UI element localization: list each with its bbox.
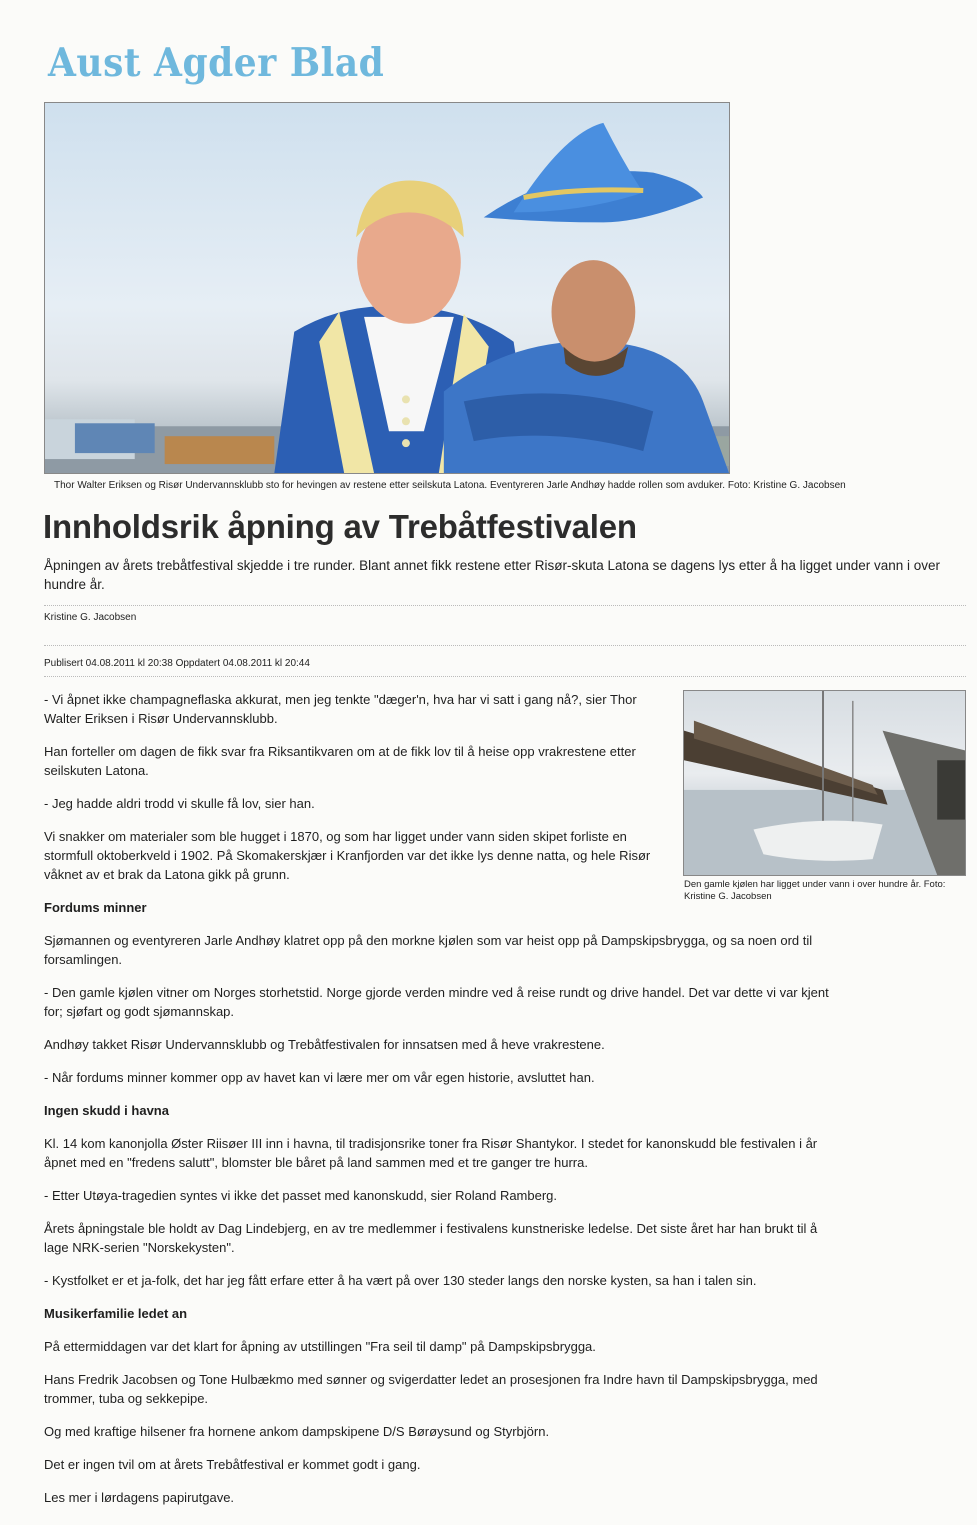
article-headline: Innholdsrik åpning av Trebåtfestivalen (43, 508, 637, 545)
hero-photo (44, 102, 730, 474)
side-photo-illustration (684, 691, 965, 875)
paragraph: Sjømannen og eventyreren Jarle Andhøy klatret opp på den morkne kjølen som var heist opp på Dampskipsbrygga, og sa noen ord til forsamlingen. (44, 933, 813, 967)
masthead-logo: Aust Agder Blad (48, 39, 385, 87)
paragraph: - Kystfolket er et ja-folk, det har jeg fått erfare etter å ha vært på over 130 steder langs den norske kysten, sa han i talen sin. (44, 1273, 757, 1288)
divider (44, 676, 966, 677)
article-published-date: Publisert 04.08.2011 kl 20:38 Oppdatert 04.08.2011 kl 20:44 (44, 658, 310, 669)
hero-photo-illustration (45, 103, 729, 473)
paragraph: Det er ingen tvil om at årets Trebåtfestival er kommet godt i gang. (44, 1457, 421, 1472)
divider (44, 605, 966, 606)
paragraph: Les mer i lørdagens papirutgave. (44, 1490, 235, 1505)
article-byline: Kristine G. Jacobsen (44, 612, 137, 623)
paragraph: Vi snakker om materialer som ble hugget i 1870, og som har ligget under vann siden skipet forliste en stormfull oktoberkveld i 1902. På Skomakerskjær i Kranfjorden var det ikke lys denne natta, og hele Risør våknet av et brak da Latona gikk på grunn. (44, 829, 651, 882)
paragraph: Og med kraftige hilsener fra hornene ankom dampskipene D/S Børøysund og Styrbjörn. (44, 1424, 550, 1439)
article-body (44, 898, 844, 1521)
side-photo (683, 690, 966, 876)
subheading: Fordums minner (44, 900, 147, 915)
paragraph: - Etter Utøya-tragedien syntes vi ikke det passet med kanonskudd, sier Roland Ramberg. (44, 1188, 558, 1203)
paragraph: - Jeg hadde aldri trodd vi skulle få lov, sier han. (44, 796, 315, 811)
paragraph: Årets åpningstale ble holdt av Dag Lindebjerg, en av tre medlemmer i festivalens kunstneriske ledelse. Det siste året har han brukt til å lage NRK-serien "Norskekysten". (44, 1221, 818, 1255)
divider (44, 645, 966, 646)
paragraph: Han forteller om dagen de fikk svar fra Riksantikvaren om at de fikk lov til å heise opp vrakrestene etter seilskuten Latona. (44, 744, 636, 778)
subheading: Musikerfamilie ledet an (44, 1306, 188, 1321)
paragraph: - Når fordums minner kommer opp av havet kan vi lære mer om vår egen historie, avsluttet han. (44, 1070, 595, 1085)
article-body-top (44, 690, 674, 898)
paragraph: - Den gamle kjølen vitner om Norges storhetstid. Norge gjorde verden mindre ved å reise rundt og drive handel. Det var dette vi var kjent for; sjøfart og godt sjømannskap. (44, 985, 829, 1019)
article-lead: Åpningen av årets trebåtfestival skjedde i tre runder. Blant annet fikk restene etter Risør-skuta Latona se dagens lys etter å ha ligget under vann i over hundre år. (44, 558, 941, 592)
paragraph: - Vi åpnet ikke champagneflaska akkurat, men jeg tenkte "dæger'n, hva har vi satt i gang nå?, sier Thor Walter Eriksen i Risør Undervannsklubb. (44, 692, 637, 726)
subheading: Ingen skudd i havna (44, 1103, 169, 1118)
paragraph: Kl. 14 kom kanonjolla Øster Riisøer III inn i havna, til tradisjonsrike toner fra Risør Shantykor. I stedet for kanonskudd ble festivalen i år åpnet med en "fredens salutt", blomster ble båret på land sammen med et tre ganger tre hurra. (44, 1136, 818, 1170)
paragraph: Andhøy takket Risør Undervannsklubb og Trebåtfestivalen for innsatsen med å heve vrakrestene. (44, 1037, 605, 1052)
paragraph: På ettermiddagen var det klart for åpning av utstillingen "Fra seil til damp" på Dampskipsbrygga. (44, 1339, 596, 1354)
side-photo-caption: Den gamle kjølen har ligget under vann i over hundre år. Foto: Kristine G. Jacobsen (684, 879, 946, 902)
paragraph: Hans Fredrik Jacobsen og Tone Hulbækmo med sønner og svigerdatter ledet an prosesjonen fra Indre havn til Dampskipsbrygga, med trommer, tuba og sekkepipe. (44, 1372, 818, 1406)
hero-caption: Thor Walter Eriksen og Risør Undervannsklubb sto for hevingen av restene etter seilskuta Latona. Eventyreren Jarle Andhøy hadde rollen som avduker. Foto: Kristine G. Jacobsen (54, 480, 846, 491)
